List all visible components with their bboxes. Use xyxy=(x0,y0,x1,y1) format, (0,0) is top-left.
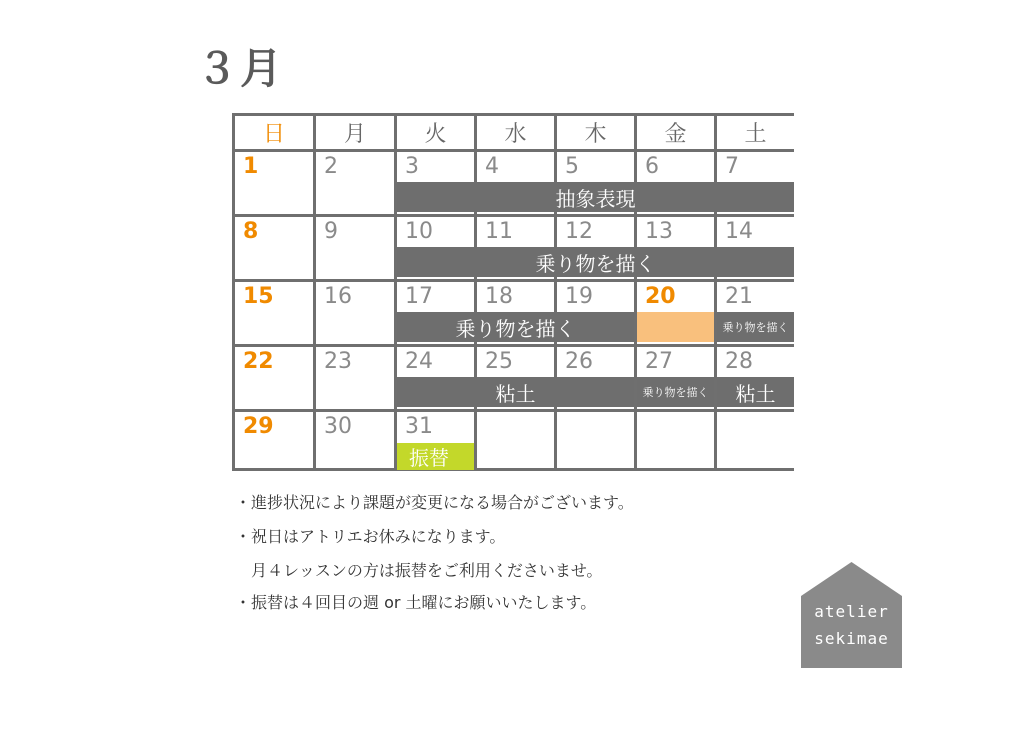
event-bar: 乗り物を描く xyxy=(397,312,634,342)
highlight-block xyxy=(637,312,714,342)
date-number: 10 xyxy=(405,219,433,244)
date-number: 16 xyxy=(324,284,352,309)
makeup-badge: 振替 xyxy=(397,443,474,470)
date-number: 2 xyxy=(324,154,338,179)
date-number: 11 xyxy=(485,219,513,244)
day-cell xyxy=(235,347,313,409)
weekday-header: 水 xyxy=(477,116,554,149)
date-number: 17 xyxy=(405,284,433,309)
event-bar: 乗り物を描く xyxy=(397,247,794,277)
date-number: 1 xyxy=(243,154,259,179)
day-cell xyxy=(477,412,554,468)
day-cell xyxy=(316,217,394,279)
weekday-header: 金 xyxy=(637,116,714,149)
event-bar: 抽象表現 xyxy=(397,182,794,212)
day-cell xyxy=(235,412,313,468)
day-cell xyxy=(717,412,794,468)
date-number: 26 xyxy=(565,349,593,374)
date-number: 29 xyxy=(243,414,274,439)
date-number: 8 xyxy=(243,219,259,244)
day-cell xyxy=(235,217,313,279)
weekday-header: 日 xyxy=(235,116,313,149)
date-number: 22 xyxy=(243,349,274,374)
event-bar: 乗り物を描く xyxy=(717,312,794,342)
event-bar: 粘土 xyxy=(397,377,634,407)
date-number: 6 xyxy=(645,154,659,179)
date-number: 28 xyxy=(725,349,753,374)
date-number: 20 xyxy=(645,284,676,309)
atelier-logo xyxy=(801,562,902,668)
day-cell xyxy=(316,347,394,409)
note-line: ・進捗状況により課題が変更になる場合がございます。 xyxy=(235,493,634,512)
date-number: 21 xyxy=(725,284,753,309)
date-number: 19 xyxy=(565,284,593,309)
date-number: 12 xyxy=(565,219,593,244)
logo-text-atelier: atelier xyxy=(814,602,889,621)
note-line: ・振替は４回目の週 or 土曜にお願いいたします。 xyxy=(235,593,597,612)
date-number: 5 xyxy=(565,154,579,179)
date-number: 27 xyxy=(645,349,673,374)
date-number: 3 xyxy=(405,154,419,179)
note-line: ・祝日はアトリエお休みになります。 xyxy=(235,527,506,546)
weekday-header: 土 xyxy=(717,116,794,149)
date-number: 24 xyxy=(405,349,433,374)
month-title: ３月 xyxy=(196,44,285,93)
date-number: 9 xyxy=(324,219,338,244)
date-number: 23 xyxy=(324,349,352,374)
date-number: 4 xyxy=(485,154,499,179)
date-number: 25 xyxy=(485,349,513,374)
weekday-header: 火 xyxy=(397,116,474,149)
weekday-header: 月 xyxy=(316,116,394,149)
date-number: 31 xyxy=(405,414,433,439)
day-cell xyxy=(316,152,394,214)
calendar-grid xyxy=(232,113,794,471)
date-number: 30 xyxy=(324,414,352,439)
date-number: 15 xyxy=(243,284,274,309)
date-number: 13 xyxy=(645,219,673,244)
logo-text-sekimae: sekimae xyxy=(814,629,889,648)
day-cell xyxy=(235,282,313,344)
day-cell xyxy=(557,412,634,468)
day-cell xyxy=(235,152,313,214)
day-cell xyxy=(316,282,394,344)
date-number: 7 xyxy=(725,154,739,179)
weekday-header: 木 xyxy=(557,116,634,149)
note-line: 月４レッスンの方は振替をご利用くださいませ。 xyxy=(235,561,603,580)
day-cell xyxy=(316,412,394,468)
event-bar: 乗り物を描く xyxy=(637,377,714,407)
day-cell xyxy=(637,412,714,468)
event-bar: 粘土 xyxy=(717,377,794,407)
date-number: 18 xyxy=(485,284,513,309)
date-number: 14 xyxy=(725,219,753,244)
